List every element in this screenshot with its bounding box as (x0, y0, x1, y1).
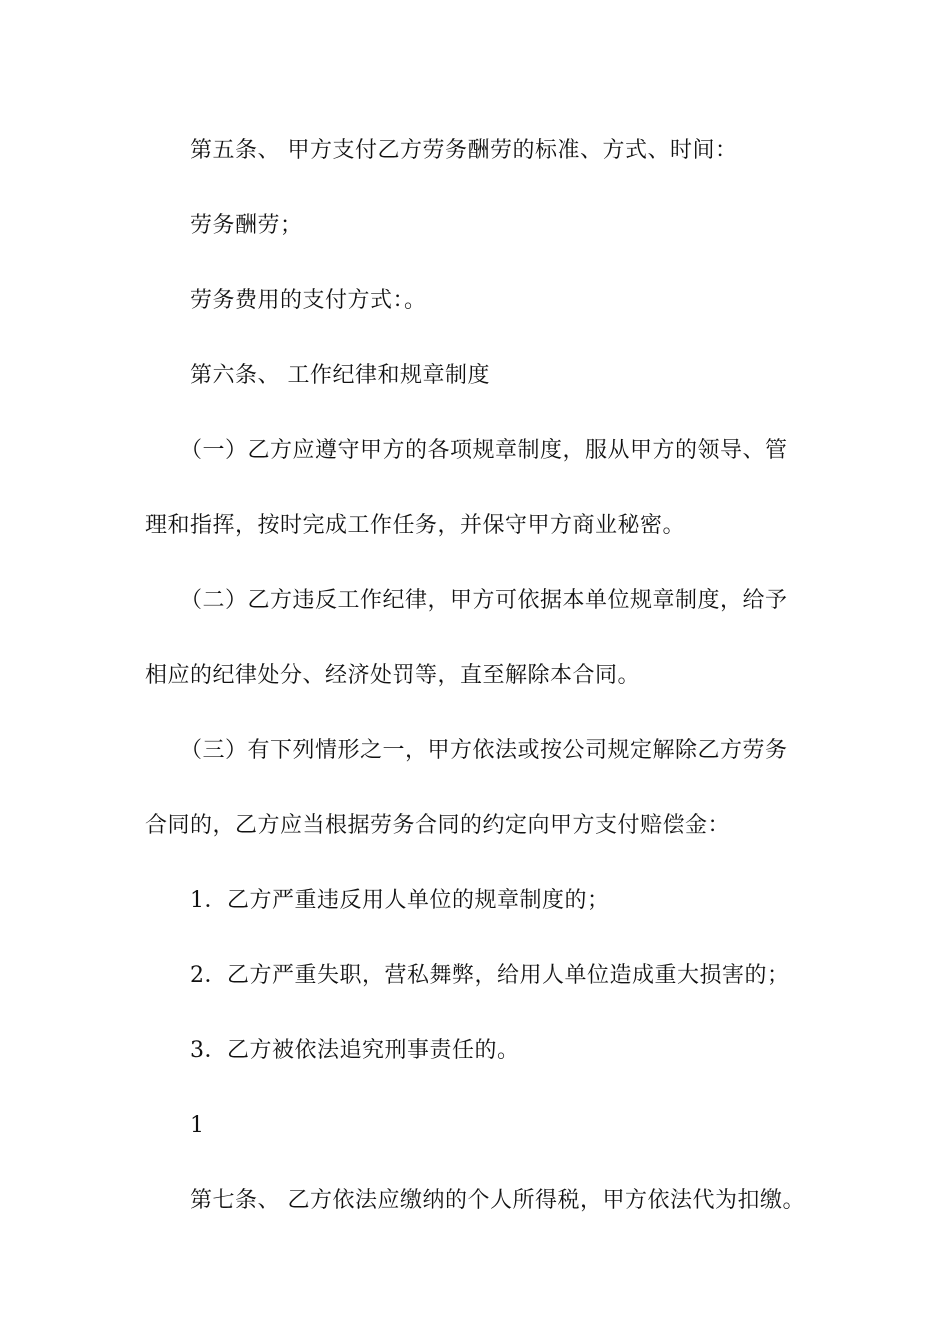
clause-1-line-2: 理和指挥，按时完成工作任务，并保守甲方商业秘密。 (145, 513, 686, 538)
clause-3-line-1: （三）有下列情形之一，甲方依法或按公司规定解除乙方劳务 (180, 738, 788, 763)
article-5-heading: 第五条、 甲方支付乙方劳务酬劳的标准、方式、时间： (190, 138, 738, 163)
clause-3-line-2: 合同的，乙方应当根据劳务合同的约定向甲方支付赔偿金： (145, 813, 731, 838)
list-item-3: 3．乙方被依法追究刑事责任的。 (190, 1038, 520, 1063)
paragraph-payment-method: 劳务费用的支付方式：。 (190, 288, 427, 313)
list-item-2: 2．乙方严重失职，营私舞弊，给用人单位造成重大损害的； (190, 963, 790, 988)
clause-1-line-1: （一）乙方应遵守甲方的各项规章制度，服从甲方的领导、管 (180, 438, 788, 463)
page-number: 1 (190, 1113, 205, 1138)
clause-2-line-1: （二）乙方违反工作纪律，甲方可依据本单位规章制度，给予 (180, 588, 788, 613)
clause-2-line-2: 相应的纪律处分、经济处罚等，直至解除本合同。 (145, 663, 641, 688)
article-7-heading: 第七条、 乙方依法应缴纳的个人所得税，甲方依法代为扣缴。 (190, 1188, 805, 1213)
article-6-heading: 第六条、 工作纪律和规章制度 (190, 363, 490, 388)
paragraph-remuneration: 劳务酬劳； (190, 213, 303, 238)
list-item-1: 1．乙方严重违反用人单位的规章制度的； (190, 888, 610, 913)
